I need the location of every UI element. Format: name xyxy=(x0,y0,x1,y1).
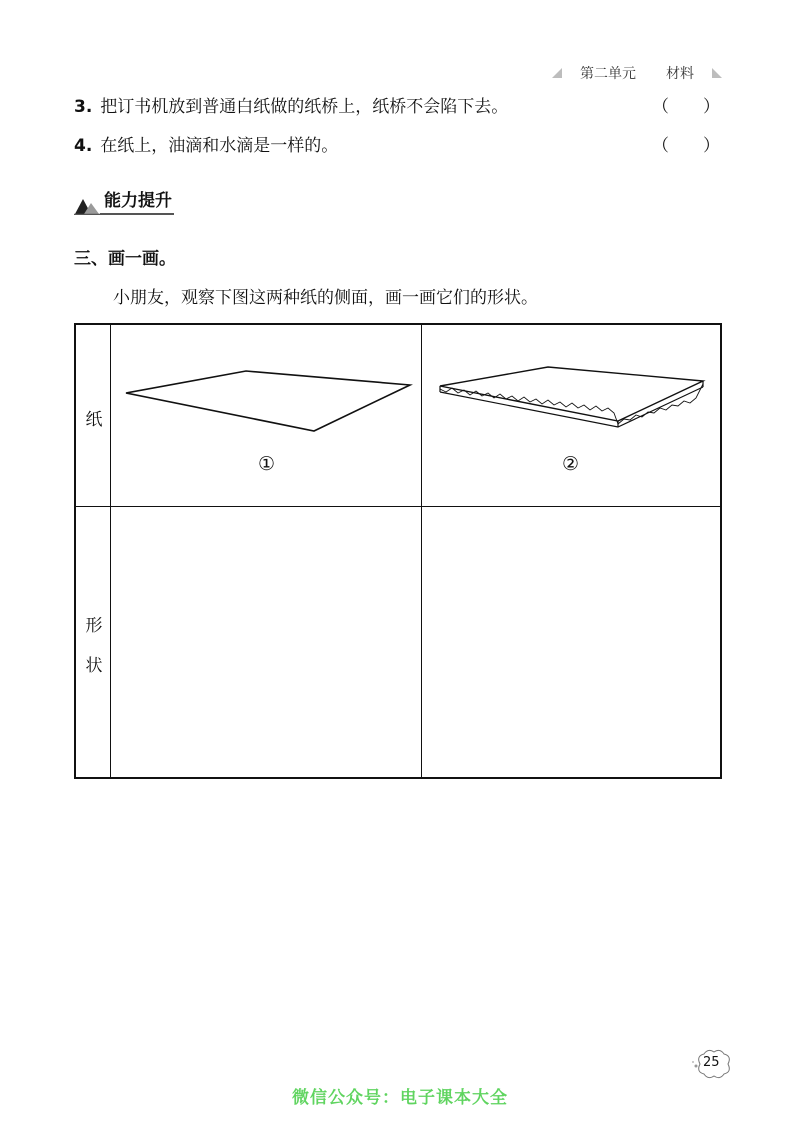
corrugated-paper-illustration xyxy=(432,355,712,435)
mountain-icon xyxy=(74,193,100,215)
question-number: 4. xyxy=(74,136,93,156)
watermark: 微信公众号：电子课本大全 xyxy=(292,1088,508,1108)
page-number: 25 xyxy=(703,1055,720,1070)
answer-blank-3[interactable]: （ ） xyxy=(652,97,720,117)
question-text: 把订书机放到普通白纸做的纸桥上，纸桥不会陷下去。 xyxy=(100,97,509,117)
part3-heading: 三、画一画。 xyxy=(74,249,176,269)
header-right-triangle-icon xyxy=(712,68,722,78)
question-3 xyxy=(74,92,508,117)
row-label-paper: 纸 xyxy=(85,410,103,430)
item-label-1: ① xyxy=(258,453,276,475)
question-number: 3. xyxy=(74,97,93,117)
question-4 xyxy=(74,131,338,156)
item-label-2: ② xyxy=(562,453,580,475)
header-topic: 材料 xyxy=(666,66,694,82)
header-unit: 第二单元 xyxy=(580,66,636,82)
drawing-table xyxy=(74,323,722,779)
answer-blank-4[interactable]: （ ） xyxy=(652,136,720,156)
row-label-shape-2: 状 xyxy=(85,656,103,676)
drawing-area-2[interactable] xyxy=(422,507,720,777)
running-header xyxy=(552,63,722,83)
drawing-area-1[interactable] xyxy=(111,507,421,777)
part3-instruction: 小朋友，观察下图这两种纸的侧面，画一画它们的形状。 xyxy=(113,288,538,308)
section-title: 能力提升 xyxy=(100,186,174,215)
flat-paper-illustration xyxy=(120,361,416,441)
question-text: 在纸上，油滴和水滴是一样的。 xyxy=(100,136,339,156)
header-left-triangle-icon xyxy=(552,68,562,78)
section-header xyxy=(74,186,174,215)
row-label-shape-1: 形 xyxy=(85,616,103,636)
